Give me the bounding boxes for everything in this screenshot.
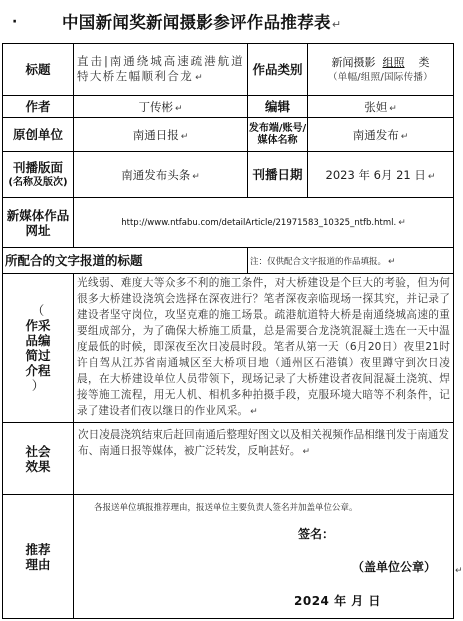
recommend-label-text: 推荐理由 [25,541,51,572]
page-label-sub: (名称及版次) [8,176,68,188]
category-selected: 组照 [382,55,405,69]
effect-text-content: 次日凌晨浇筑结束后赶回南通后整理好图文以及相关视频作品相继刊发于南通发布、南通日报等媒体，被广泛转发，反响甚好。 [78,429,449,457]
category-line [310,55,451,70]
effect-text[interactable] [74,423,454,495]
intro-label-open: （ [31,303,45,318]
row-effect [3,423,454,495]
effect-label [3,423,74,495]
category-suffix: 类 [418,55,430,69]
return-mark-icon: ↵ [250,407,258,417]
newmedia-label: 新媒体作品网址 [3,198,74,248]
sign-label: 签名： [298,527,335,541]
row-page [3,152,454,198]
return-mark-icon: ↵ [388,256,396,267]
title-label: 标题 [3,44,74,96]
platform-value[interactable] [308,118,454,152]
row-title [3,44,454,96]
page-label-main: 刊播版面 [12,159,63,175]
newmedia-url[interactable] [74,198,454,248]
page-value-text: 南通发布头条 [121,167,191,182]
stamp-label: （盖单位公章） [352,560,437,574]
category-prefix: 新闻摄影 [331,55,376,69]
author-value-text: 丁传彬 [138,99,173,114]
recommend-date: 2024 年 月 日 [294,594,381,608]
platform-value-text: 南通发布 [352,127,399,142]
page-value[interactable] [74,152,248,198]
editor-label: 编辑 [248,96,308,118]
intro-label-text: 作采品编简过介程 [25,318,51,378]
return-mark-icon: ↵ [331,18,342,31]
publisher-value-text: 南通日报 [132,127,179,142]
date-value-text: 2023 年 6月 21 日 [325,167,426,182]
return-mark-icon: ↵ [455,566,463,576]
intro-label [3,274,74,423]
category-value[interactable] [308,44,454,96]
author-label: 作者 [3,96,74,118]
recommend-label [3,495,74,619]
return-mark-icon: ↵ [389,103,397,114]
effect-label-text: 社会效果 [25,443,51,474]
text-report-note[interactable] [248,248,454,274]
return-mark-icon: ↵ [398,217,406,228]
title-value[interactable] [74,44,248,96]
return-mark-icon: ↵ [174,103,183,114]
return-mark-icon: ↵ [180,131,189,142]
row-newmedia [3,198,454,248]
author-value[interactable] [74,96,248,118]
date-label: 刊播日期 [248,152,308,198]
editor-value[interactable] [308,96,454,118]
intro-label-close: ） [31,378,45,393]
recommend-note: 各报送单位填报推荐理由，报送单位主要负责人签名并加盖单位公章。 [94,503,358,513]
text-report-note-text: 注：仅供配合文字报道的作品填报。 [250,256,387,267]
row-recommend [3,495,454,619]
text-report-label: 所配合的文字报道的标题 [3,248,248,274]
page-title [62,9,341,33]
page-title-text: 中国新闻奖新闻摄影参评作品推荐表 [62,13,331,32]
page-label [3,152,74,198]
row-intro [3,274,454,423]
newmedia-url-text: http://www.ntfabu.com/detailArticle/21971583_10325_ntfb.html. [121,217,397,228]
editor-value-text: 张妲 [364,99,388,114]
intro-text[interactable] [74,274,454,423]
bullet-mark: · [12,14,18,30]
platform-label: 发布端/账号/媒体名称 [248,118,308,152]
return-mark-icon: ↵ [195,72,205,83]
nomination-form-table [2,43,463,619]
category-options: （单幅/组照/国际传播） [327,71,433,83]
intro-text-content: 光线弱、难度大等众多不利的施工条件，对大桥建设是个巨大的考验，但为何很多大桥建设浇筑会选择在深夜进行？笔者深夜亲临现场一探其究，并记录了建设者坚守岗位，攻坚克难的施工场景。疏港航道特大桥是南通绕城高速的重要组成部分，为了确保大桥施工质量，总是需要合龙浇筑混凝土选在一天中温度最低的时候，即深夜至次日凌晨时段。笔者从第一天（6月20日）夜里21时许自驾从江苏省南通城区至大桥项目地（通州区石港镇）夜里蹲守到次日凌晨，在大桥建设单位人员带领下，现场记录了大桥建设者夜间混凝土浇筑、焊接等施工流程，用无人机、相机多种拍摄手段，克服环境大暗等不利条件，记录了建设者们夜以继日的作业风采。 [77,277,450,417]
category-label: 作品类别 [248,44,308,96]
return-mark-icon: ↵ [427,171,436,182]
row-text-report [3,248,454,274]
row-author [3,96,454,118]
publisher-label: 原创单位 [3,118,74,152]
recommend-area[interactable] [74,495,463,619]
date-value[interactable] [308,152,454,198]
title-value-text: 直击|南通绕城高速疏港航道特大桥左幅顺利合龙 [77,53,244,83]
return-mark-icon: ↵ [400,131,409,142]
return-mark-icon: ↵ [302,447,311,457]
publisher-value[interactable] [74,118,248,152]
return-mark-icon: ↵ [192,171,200,182]
row-publisher [3,118,454,152]
